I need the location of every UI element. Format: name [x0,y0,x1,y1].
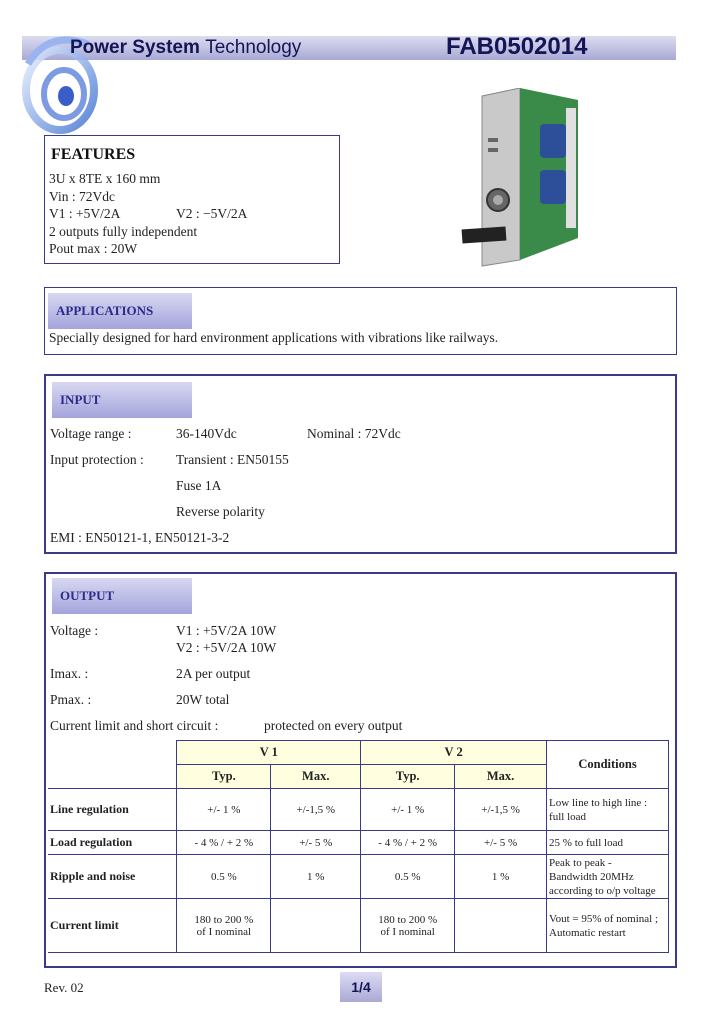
cell-v2-max [455,899,547,953]
input-title: INPUT [52,382,192,418]
output-current-limit-value: protected on every output [264,718,403,733]
header-v1: V 1 [177,741,361,765]
feature-size: 3U x 8TE x 160 mm [49,171,161,186]
input-nominal: Nominal : 72Vdc [307,426,401,441]
cond-line: 25 % to full load [549,836,623,849]
row-label: Ripple and noise [48,855,177,899]
header-v2-typ: Typ. [361,765,455,789]
feature-v2: V2 : −5V/2A [176,206,248,221]
output-voltage-label: Voltage : [50,623,99,638]
cond-line: Low line to high line : [549,796,648,809]
cell-line: 180 to 200 % [378,913,438,926]
table-row [48,789,669,831]
table-row [48,855,669,899]
feature-v1: V1 : +5V/2A [49,206,121,221]
output-current-limit-label: Current limit and short circuit : [50,718,219,733]
brand-bold: Power System [70,37,200,58]
cell-v2-max: 1 % [455,855,547,899]
cond-line: full load [549,810,587,823]
output-pmax-value: 20W total [176,692,230,707]
cell-v1-max: +/-1,5 % [271,789,361,831]
part-number: FAB0502014 [446,33,588,60]
feature-pout: Pout max : 20W [49,241,138,256]
cell-v1-typ: +/- 1 % [177,789,271,831]
row-label: Line regulation [48,789,177,831]
cond-line: Bandwidth 20MHz [549,870,634,883]
header-v1-max: Max. [271,765,361,789]
input-emi: EMI : EN50121-1, EN50121-3-2 [50,530,230,545]
cell-conditions [547,789,669,831]
cell-v1-max [271,899,361,953]
cell-line: 180 to 200 % [194,913,254,926]
input-protection-label: Input protection : [50,452,144,467]
header-v2: V 2 [361,741,547,765]
output-v1: V1 : +5V/2A 10W [176,623,277,638]
page-number: 1/4 [340,972,382,1002]
cond-line: according to o/p voltage [549,884,656,897]
input-voltage-label: Voltage range : [50,426,132,441]
cell-v2-typ: - 4 % / + 2 % [361,831,455,855]
cell-v2-typ: +/- 1 % [361,789,455,831]
input-protection-transient: Transient : EN50155 [176,452,289,467]
feature-outputs: 2 outputs fully independent [49,224,198,239]
feature-vin: Vin : 72Vdc [49,189,115,204]
cell-v1-typ [177,899,271,953]
cond-line: Vout = 95% of nominal ; [549,912,659,925]
output-pmax-label: Pmax. : [50,692,92,707]
row-label: Load regulation [48,831,177,855]
output-title: OUTPUT [52,578,192,614]
table-row [48,831,669,855]
product-photo [460,88,610,268]
header-v1-typ: Typ. [177,765,271,789]
cell-v1-typ: 0.5 % [177,855,271,899]
cell-v1-max: 1 % [271,855,361,899]
output-v2: V2 : +5V/2A 10W [176,640,277,655]
input-protection-fuse: Fuse 1A [176,478,222,493]
brand-title [70,37,301,59]
cell-v2-typ: 0.5 % [361,855,455,899]
cond-line: Peak to peak - [549,856,612,869]
cell-conditions [547,831,669,855]
features-title: FEATURES [51,146,136,163]
cell-v2-typ [361,899,455,953]
cell-line: of I nominal [196,925,252,938]
cell-v1-max: +/- 5 % [271,831,361,855]
cond-line: Automatic restart [549,926,626,939]
cell-conditions [547,855,669,899]
input-voltage-value: 36-140Vdc [176,426,237,441]
cell-v2-max: +/- 5 % [455,831,547,855]
revision: Rev. 02 [44,980,84,995]
header-conditions: Conditions [547,741,669,789]
table-header-row [48,741,669,765]
table-row [48,899,669,953]
cell-line: of I nominal [380,925,435,938]
cell-conditions [547,899,669,953]
cell-v1-typ: - 4 % / + 2 % [177,831,271,855]
output-imax-label: Imax. : [50,666,89,681]
output-imax-value: 2A per output [176,666,251,681]
output-spec-table [48,740,669,953]
brand-rest: Technology [205,37,302,58]
header-v2-max: Max. [455,765,547,789]
cell-v2-max: +/-1,5 % [455,789,547,831]
applications-title: APPLICATIONS [48,293,192,329]
row-label: Current limit [48,899,177,953]
input-protection-polarity: Reverse polarity [176,504,265,519]
applications-text: Specially designed for hard environment applications with vibrations like railways. [49,330,499,345]
